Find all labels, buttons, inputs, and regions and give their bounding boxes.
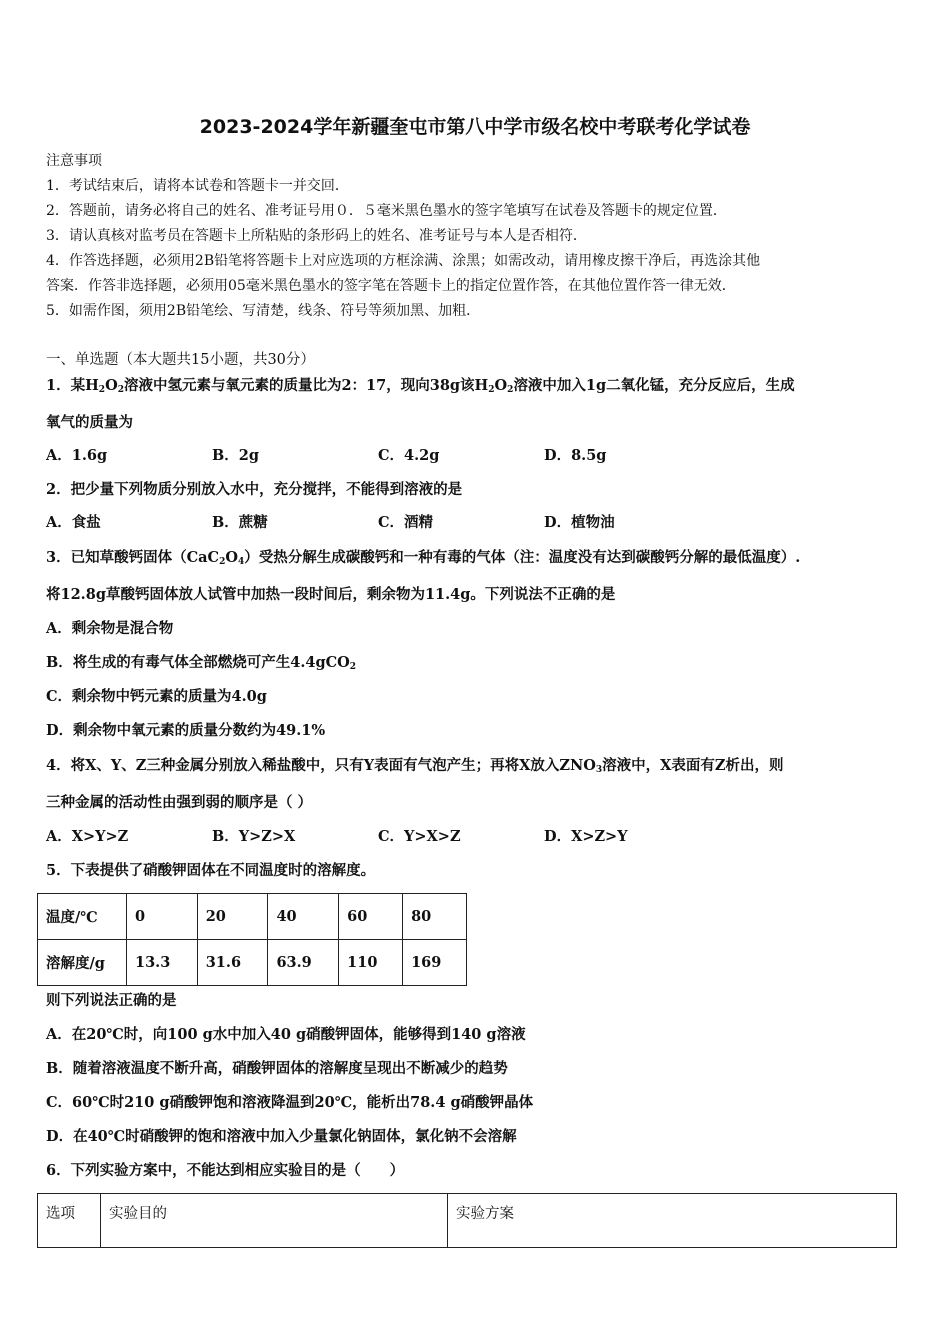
- option-c[interactable]: C．酒精: [378, 514, 434, 531]
- solubility-table: [37, 893, 467, 986]
- table-cell: 80: [403, 894, 467, 940]
- table-cell: 0: [127, 894, 198, 940]
- table-header-cell: 实验方案: [448, 1194, 897, 1248]
- option-b[interactable]: B．将生成的有毒气体全部燃烧可产生4.4gCO$_2$: [46, 654, 357, 672]
- option-c[interactable]: C．Y>X>Z: [378, 828, 461, 845]
- question-4: 4．将X、Y、Z三种金属分别放入稀盐酸中，只有Y表面有气泡产生；再将X放入$ZNO_3$溶液中，X表面有Z析出，则: [46, 757, 784, 775]
- option-b[interactable]: B．Y>Z>X: [212, 828, 296, 845]
- table-row: [38, 1194, 897, 1248]
- table-cell: 60: [339, 894, 403, 940]
- notes-heading: 注意事项: [46, 153, 102, 169]
- option-d[interactable]: D．8.5g: [544, 447, 607, 464]
- option-d[interactable]: D．在40℃时硝酸钾的饱和溶液中加入少量氯化钠固体，氯化钠不会溶解: [46, 1128, 517, 1145]
- note-item: 2．答题前，请务必将自己的姓名、准考证号用０．５毫米黑色墨水的签字笔填写在试卷及答题卡的规定位置．: [46, 203, 727, 219]
- question-3: 3．已知草酸钙固体$(CaC_2O_4)$受热分解生成碳酸钙和一种有毒的气体（注：温度没有达到碳酸钙分解的最低温度）.: [46, 549, 801, 567]
- option-a[interactable]: A．1.6g: [46, 447, 108, 464]
- question-1: 1．某$H_2O_2$溶液中氢元素与氧元素的质量比为2：17，现向38g该$H_2O_2$溶液中加入1g二氧化锰，充分反应后，生成: [46, 377, 795, 395]
- option-b[interactable]: B．随着溶液温度不断升高，硝酸钾固体的溶解度呈现出不断减少的趋势: [46, 1060, 508, 1077]
- option-c[interactable]: C．剩余物中钙元素的质量为4.0g: [46, 688, 267, 705]
- table-cell: 20: [197, 894, 268, 940]
- question-4-line2: 三种金属的活动性由强到弱的顺序是（ ）: [46, 794, 313, 811]
- question-6: 6．下列实验方案中，不能达到相应实验目的是（ ）: [46, 1162, 405, 1179]
- table-cell: 40: [268, 894, 339, 940]
- option-b[interactable]: B．2g: [212, 447, 259, 464]
- page-title: 2023-2024学年新疆奎屯市第八中学市级名校中考联考化学试卷: [199, 116, 751, 138]
- table-cell: 31.6: [197, 940, 268, 986]
- note-item: 答案．作答非选择题，必须用05毫米黑色墨水的签字笔在答题卡上的指定位置作答，在其他位置作答一律无效．: [46, 278, 736, 294]
- question-2: 2．把少量下列物质分别放入水中，充分搅拌，不能得到溶液的是: [46, 481, 463, 498]
- option-b[interactable]: B．蔗糖: [212, 514, 268, 531]
- question-5-after: 则下列说法正确的是: [46, 992, 177, 1009]
- option-a[interactable]: A．在20℃时，向100 g水中加入40 g硝酸钾固体，能够得到140 g溶液: [46, 1026, 526, 1043]
- table-row: [38, 940, 467, 986]
- option-a[interactable]: A．X>Y>Z: [46, 828, 129, 845]
- option-a[interactable]: A．食盐: [46, 514, 101, 531]
- table-cell: 13.3: [127, 940, 198, 986]
- note-item: 1．考试结束后，请将本试卷和答题卡一并交回．: [46, 178, 349, 194]
- note-item: 3．请认真核对监考员在答题卡上所粘贴的条形码上的姓名、准考证号与本人是否相符．: [46, 228, 587, 244]
- section-heading: 一、单选题（本大题共15小题，共30分）: [46, 352, 315, 368]
- table-cell: 169: [403, 940, 467, 986]
- question-2-options: [46, 513, 710, 533]
- option-a[interactable]: A．剩余物是混合物: [46, 620, 174, 637]
- experiment-table: [37, 1193, 897, 1248]
- question-1-line2: 氧气的质量为: [46, 414, 133, 431]
- option-d[interactable]: D．X>Z>Y: [544, 828, 628, 845]
- note-item: 4．作答选择题，必须用2B铅笔将答题卡上对应选项的方框涂满、涂黑；如需改动，请用橡皮擦干净后，再选涂其他: [46, 253, 761, 269]
- table-cell: 110: [339, 940, 403, 986]
- table-header-cell: 选项: [38, 1194, 101, 1248]
- table-cell: 63.9: [268, 940, 339, 986]
- option-d[interactable]: D．植物油: [544, 514, 615, 531]
- table-header-cell: 实验目的: [101, 1194, 448, 1248]
- question-1-options: [46, 446, 710, 466]
- question-4-options: [46, 827, 710, 847]
- option-d[interactable]: D．剩余物中氧元素的质量分数约为49.1%: [46, 722, 326, 739]
- table-cell: 温度/℃: [38, 894, 127, 940]
- table-row: [38, 894, 467, 940]
- question-3-line2: 将12.8g草酸钙固体放人试管中加热一段时间后，剩余物为11.4g。下列说法不正确的是: [46, 586, 616, 603]
- option-c[interactable]: C．4.2g: [378, 447, 440, 464]
- question-5: 5．下表提供了硝酸钾固体在不同温度时的溶解度。: [46, 862, 376, 879]
- table-cell: 溶解度/g: [38, 940, 127, 986]
- note-item: 5．如需作图，须用2B铅笔绘、写清楚，线条、符号等须加黑、加粗．: [46, 303, 481, 319]
- option-c[interactable]: C．60℃时210 g硝酸钾饱和溶液降温到20℃，能析出78.4 g硝酸钾晶体: [46, 1094, 534, 1111]
